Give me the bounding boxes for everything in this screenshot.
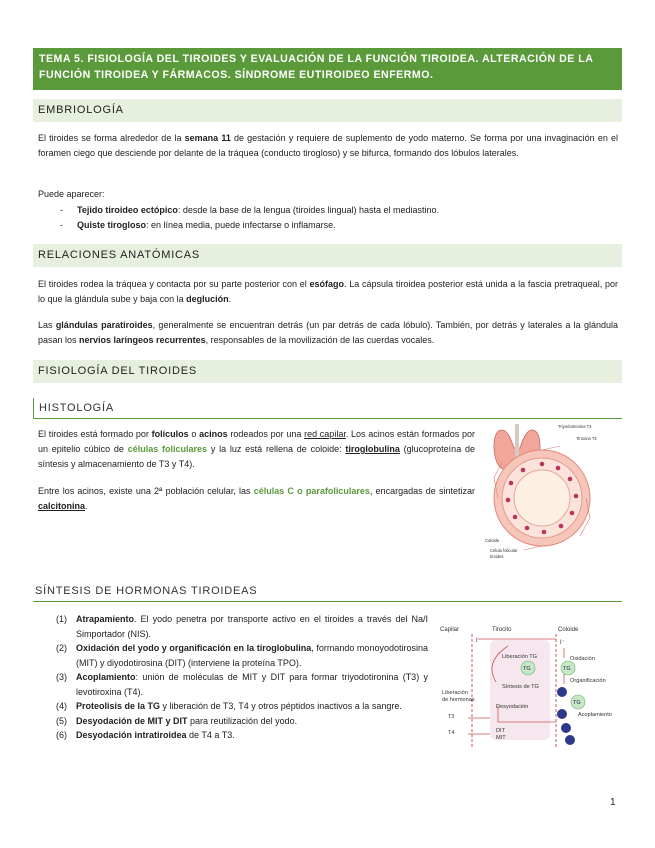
tg-label-1: TG — [523, 666, 531, 672]
label-sintesis-tg: Síntesis de TG — [502, 684, 539, 690]
puede-aparecer-text: Puede aparecer: — [38, 189, 105, 199]
tg-label-3: TG — [573, 700, 581, 706]
label-liberacion-hormonas-2: de hormonas — [442, 697, 475, 703]
step-bold-term: Acoplamiento — [76, 672, 136, 682]
label-tiroides: tiroides — [490, 554, 504, 559]
label-liberacion-hormonas-1: Liberación — [442, 690, 468, 696]
step-text — [76, 728, 428, 743]
label-oxidacion: Oxidación — [570, 656, 595, 662]
section-heading-embriologia: EMBRIOLOGÍA — [33, 99, 622, 122]
step-number: (6) — [56, 730, 67, 740]
step-description: : unión de moléculas de MIT y DIT para formar triyodotironina (T3) y levotiroxina (T4). — [76, 672, 428, 697]
step-text — [76, 714, 428, 729]
step-description: de T4 a T3. — [186, 730, 235, 740]
label-dit: DIT — [496, 728, 506, 734]
section-heading-fisiologia: FISIOLOGÍA DEL TIROIDES — [33, 360, 622, 383]
step-description: , formando monoyodotirosina (MIT) y diyodotirosina (DIT) (interviene la proteína TPO). — [76, 643, 428, 668]
synthesis-step — [56, 714, 428, 729]
label-iodide-colloid: I⁻ — [560, 640, 565, 646]
subsection-heading-sintesis: SÍNTESIS DE HORMONAS TIROIDEAS — [33, 581, 622, 602]
hormone-synthesis-diagram — [438, 622, 618, 752]
step-bold-term: Atrapamiento — [76, 614, 135, 624]
label-t4-out: T4 — [448, 730, 455, 736]
step-description: y liberación de T3, T4 y otros péptidos inactivos a la sangre. — [160, 701, 402, 711]
label-mit: MIT — [496, 735, 506, 741]
label-t4: Tiroxina T4 — [576, 436, 597, 441]
relaciones-paragraph-2: Las glándulas paratiroides, generalmente se encuentran detrás (un par detrás de cada lóbulo). También, por detrás y laterales a la glándula pasan los nervios laríngeos recurrentes, responsables de la movilización de las cuerdas vocales. — [38, 320, 618, 345]
histologia-paragraph-1: El tiroides está formado por folículos o acinos rodeados por una red capilar. Los acinos están formados por un epitelio cúbico de células foliculares y la luz está rellena de coloide: tiroglobulina (glucoproteína de síntesis y almacenamiento de T3 y T4). — [38, 429, 475, 469]
label-organificacion: Organificación — [570, 678, 606, 684]
step-number: (4) — [56, 701, 67, 711]
step-text — [76, 612, 428, 641]
label-capilar: Capilar — [440, 627, 460, 633]
step-text — [76, 670, 428, 699]
step-number: (3) — [56, 672, 67, 682]
step-number: (2) — [56, 643, 67, 653]
list-item-ectopico: - Tejido tiroideo ectópico: desde la base de la lengua (tiroides lingual) hasta el mediastino. — [60, 205, 440, 215]
label-acoplamiento: Acoplamiento — [578, 712, 612, 718]
step-bold-term: Oxidación del yodo y organificación en la tiroglobulina — [76, 643, 312, 653]
step-text — [76, 699, 428, 714]
section-heading-relaciones: RELACIONES ANATÓMICAS — [33, 244, 622, 267]
label-celula-folicular: Célula folicular — [490, 548, 518, 553]
step-number: (1) — [56, 614, 67, 624]
step-bold-term: Desyodación intratiroidea — [76, 730, 187, 740]
page-number: 1 — [610, 797, 616, 808]
label-liberacion-tg: Liberación TG — [502, 654, 538, 660]
label-iodide-in: I⁻ — [476, 638, 481, 644]
iodinated-residues — [557, 687, 575, 745]
synthesis-step — [56, 728, 428, 743]
label-tirocito: Tirocito — [492, 627, 512, 633]
tg-label-2: TG — [563, 666, 571, 672]
synthesis-step — [56, 699, 428, 714]
step-bold-term: Proteolisis de la TG — [76, 701, 161, 711]
synthesis-step — [56, 641, 428, 670]
embriologia-paragraph: El tiroides se forma alrededor de la semana 11 de gestación y requiere de suplemento de yodo materno. Se forma por una invaginación en el foramen ciego que desciende por delante de la tráquea (conducto tirogloso) y se bifurca, formando dos lóbulos laterales. — [38, 133, 618, 158]
synthesis-step — [56, 612, 428, 641]
thyroid-follicle-illustration — [480, 418, 620, 566]
step-number: (5) — [56, 715, 67, 726]
label-desyodacion: Desyodación — [496, 704, 529, 710]
histologia-paragraph-2: Entre los acinos, existe una 2ª población celular, las células C o parafoliculares, encargadas de sintetizar calcitonina. — [38, 486, 476, 511]
label-coloide-diagram: Coloide — [558, 627, 579, 633]
step-description: para reutilización del yodo. — [187, 715, 298, 726]
label-coloide: Coloide — [485, 538, 500, 543]
subsection-heading-histologia: HISTOLOGÍA — [33, 398, 622, 419]
label-t3-out: T3 — [448, 714, 455, 720]
label-t3: Triyodotironina T3 — [558, 424, 592, 429]
colloid-lumen — [514, 470, 570, 526]
step-text — [76, 641, 428, 670]
synthesis-step — [56, 670, 428, 699]
list-item-quiste: - Quiste tirogloso: en línea media, puede infectarse o inflamarse. — [60, 220, 336, 230]
relaciones-paragraph-1: El tiroides rodea la tráquea y contacta por su parte posterior con el esófago. La cápsula tiroidea posterior está unida a la fascia pretraqueal, por lo que la glándula sube y baja con la deglución. — [38, 279, 619, 304]
step-bold-term: Desyodación de MIT y DIT — [76, 715, 188, 726]
document-title: TEMA 5. FISIOLOGÍA DEL TIROIDES Y EVALUACIÓN DE LA FUNCIÓN TIROIDEA. ALTERACIÓN DE LA FUNCIÓN TIROIDEA Y FÁRMACOS. SÍNDROME EUTIROIDEO ENFERMO. — [33, 48, 622, 90]
synthesis-steps-list — [56, 612, 428, 743]
step-description: . El yodo penetra por transporte activo en el tiroides a través del Na/I Simportador (NIS). — [76, 614, 428, 639]
